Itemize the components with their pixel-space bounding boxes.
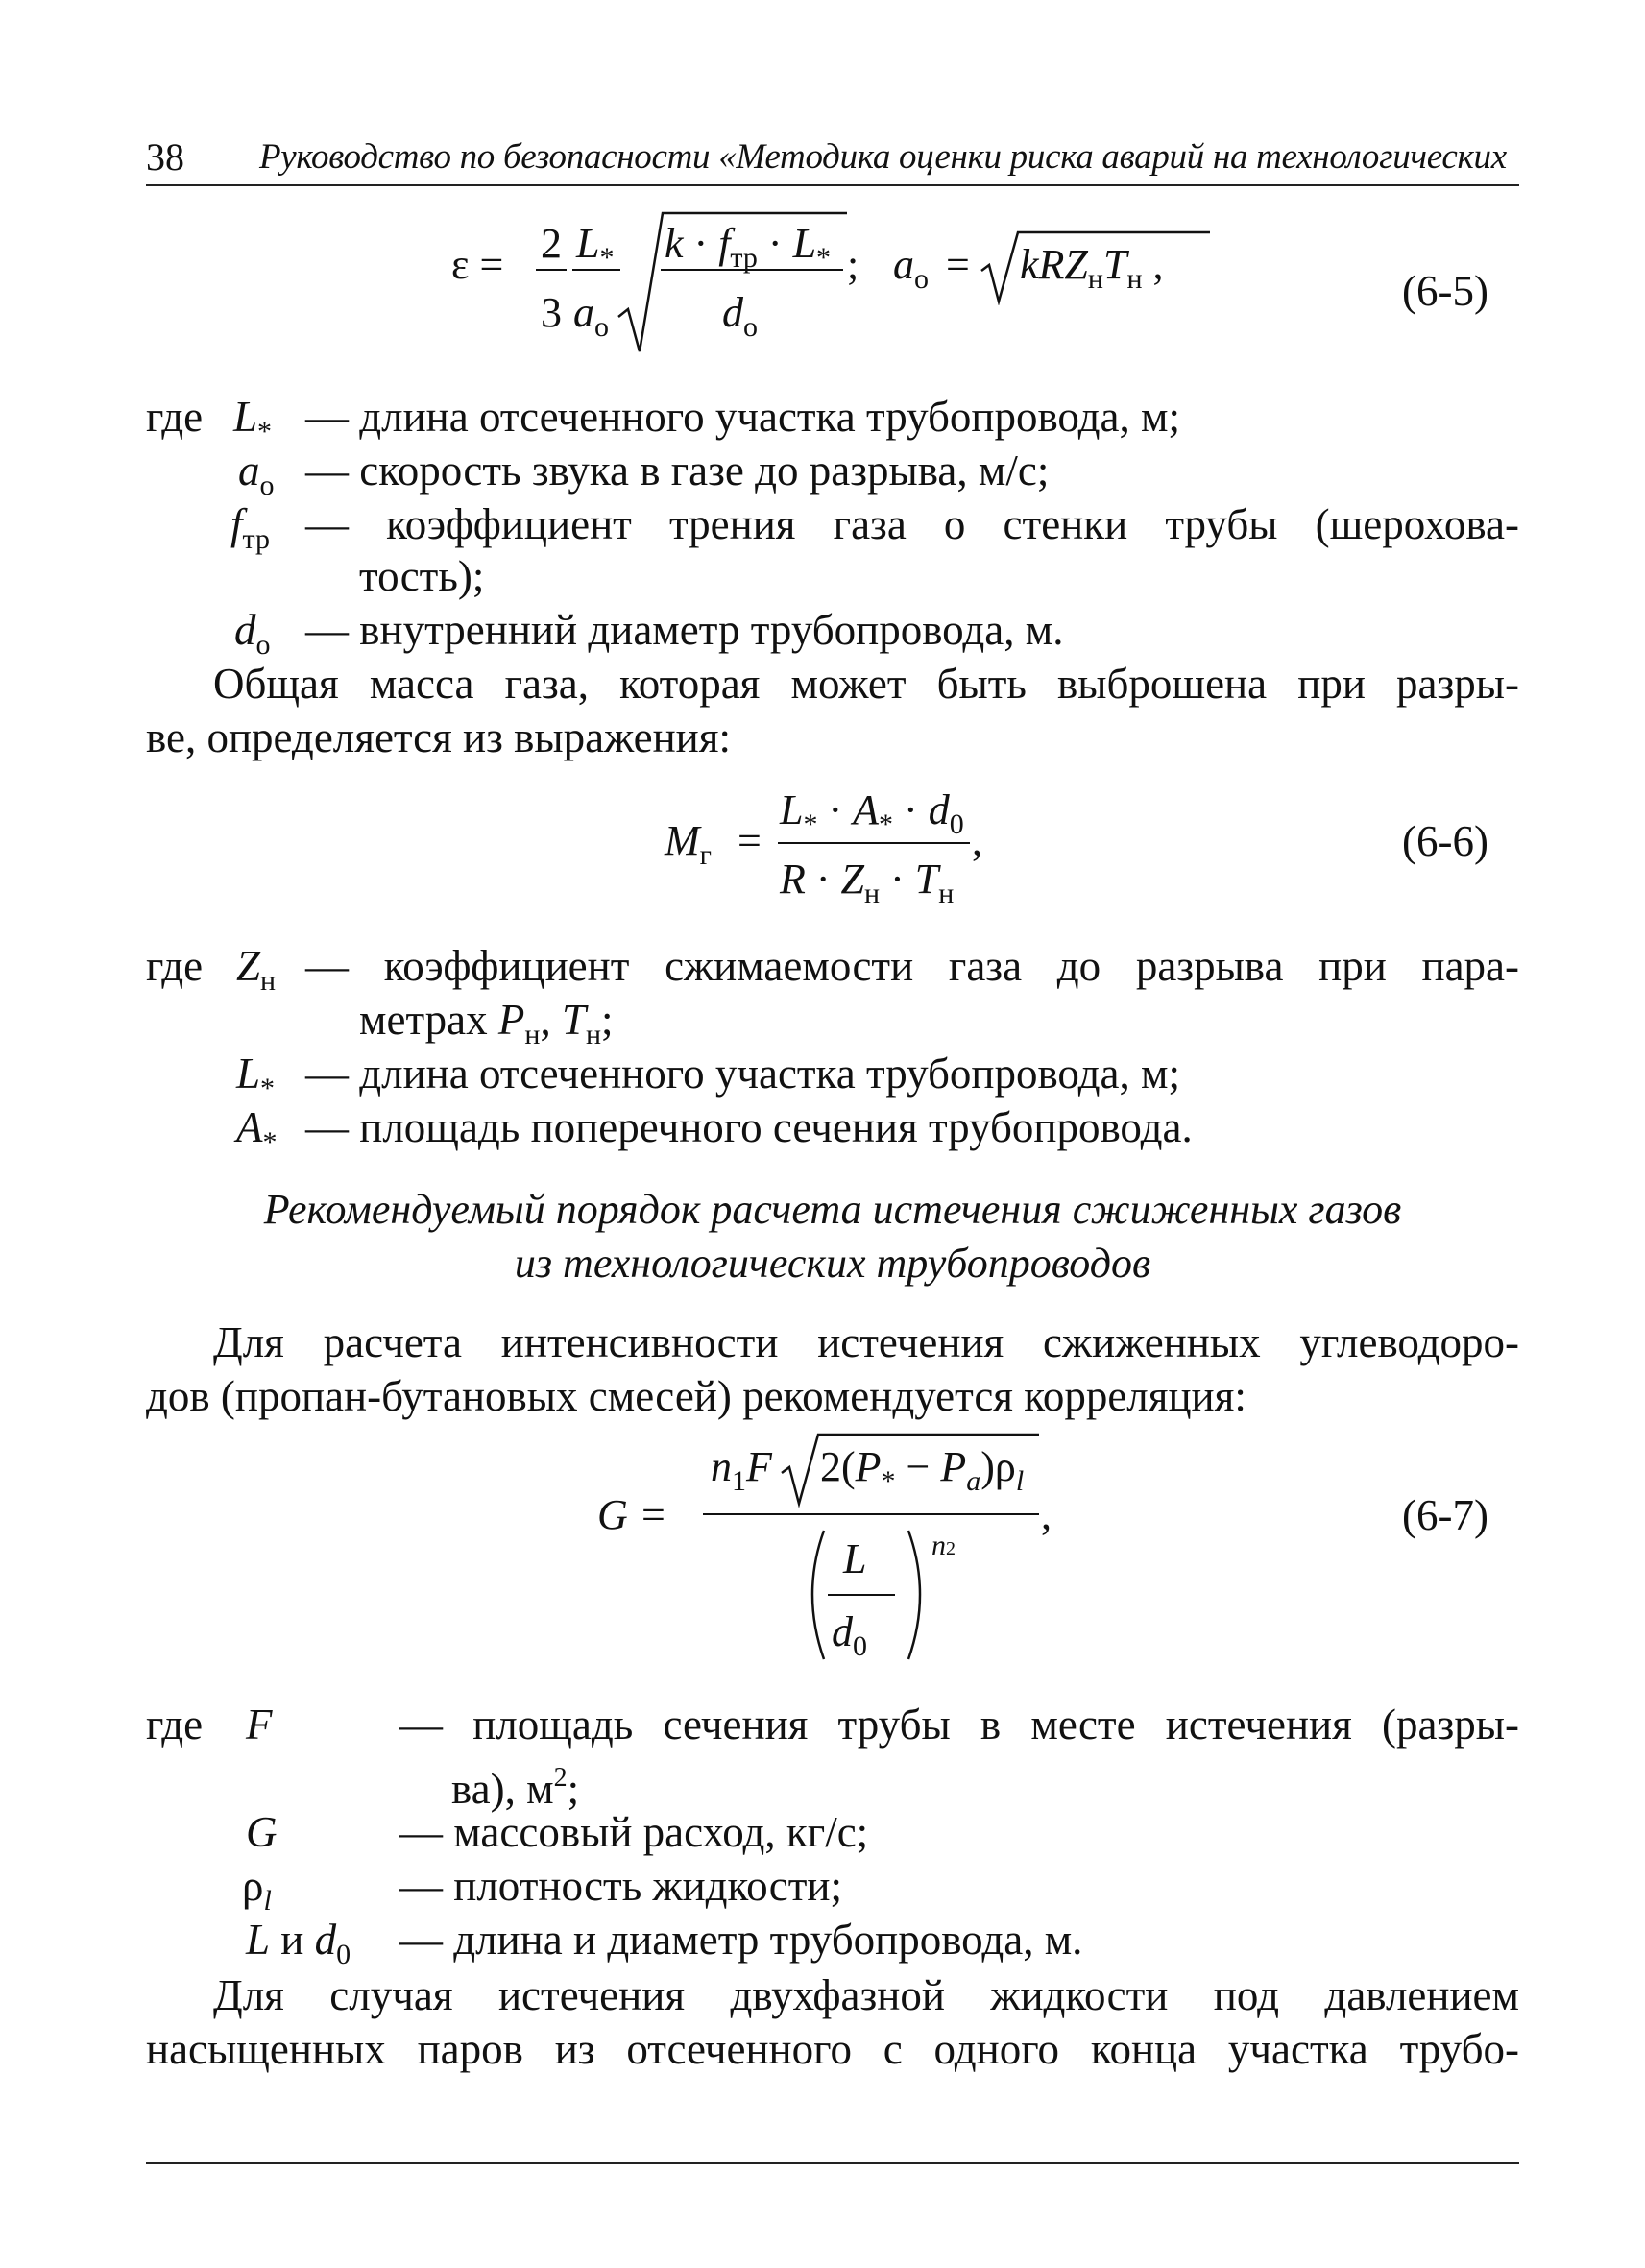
paragraph-line: ве, определяется из выражения: [146, 713, 731, 761]
symbol-L-star: $L_*$ [233, 393, 273, 447]
definition: — массовый расход, кг/с; [399, 1808, 869, 1856]
symbol-d0: $d_о$ [234, 606, 271, 661]
paragraph-line: Для расчета интенсивности истечения сжиженных углеводоро- [213, 1318, 1519, 1366]
symbol-rho-l: $\rho_l$ [242, 1862, 272, 1917]
where-label: где [146, 393, 204, 441]
symbol-F: F [246, 1701, 273, 1749]
symbol-L-and-d0: L и $d_0$ [246, 1916, 351, 1970]
definition: — коэффициент трения газа о стенки трубы (шерохова- [305, 500, 1519, 548]
symbol-L-star: $L_*$ [236, 1050, 276, 1104]
definition: — длина и диаметр трубопровода, м. [399, 1916, 1083, 1964]
symbol-A-star: $A_*$ [236, 1103, 278, 1158]
page-number: 38 [146, 135, 184, 179]
definition-continuation: метрах $P_н$, $T_н$; [359, 996, 614, 1050]
parentheses [797, 1525, 941, 1669]
page-header [146, 134, 1519, 186]
definition: — скорость звука в газе до разрыва, м/с; [305, 446, 1050, 495]
paragraph-line: Для случая истечения двухфазной жидкости под давлением [213, 1971, 1519, 2019]
definition: — площадь сечения трубы в месте истечения (разры- [399, 1701, 1519, 1749]
section-title: Рекомендуемый порядок расчета истечения сжиженных газов из технологических трубопроводов [263, 1186, 1402, 1287]
definition: — плотность жидкости; [399, 1862, 842, 1910]
paragraph-line: дов (пропан-бутановых смесей) рекомендуется корреляция: [146, 1372, 1246, 1420]
where-label: где [146, 1701, 204, 1749]
definition: — внутренний диаметр трубопровода, м. [305, 606, 1064, 654]
where-label: где [146, 942, 204, 990]
symbol-Zn: $Z_н$ [236, 942, 277, 997]
symbol-G: G [246, 1808, 278, 1856]
equation-number: (6-6) [1402, 817, 1488, 865]
definition: — длина отсеченного участка трубопровода, м; [305, 1050, 1180, 1098]
paragraph-line: Общая масса газа, которая может быть выброшена при разры- [213, 660, 1519, 708]
definition-continuation: ва), $м^2$; [451, 1763, 580, 1813]
symbol-a0: $a_о$ [238, 446, 275, 501]
bottom-rule [146, 2162, 1519, 2164]
definition-continuation: тость); [359, 552, 485, 600]
definition: — длина отсеченного участка трубопровода, м; [305, 393, 1180, 441]
definition: — площадь поперечного сечения трубопровода. [305, 1103, 1193, 1151]
equation-number: (6-5) [1402, 267, 1488, 315]
document-page: 38 Руководство по безопасности «Методика оценки риска аварий на технологических ε = 2 3 $L_*$ $a_о$ $k \cdot f_{тр} \cdot L_*$ $d_о$ ; $a_о$ = $kRZ_нT_н$ , (6-5) где $L_*$ — длина отсеченного участка трубопровода, м; $a_о$ — скорость звука в газе до разрыва, м/с; $f_{тр}$ — коэффициент трения газа о стенки трубы (шерохова- тость); $d_о$ — внутренний диаметр трубопровода, м. Общая масса газа, которая может быть выброшена при разры- ве, определяется из выражения: $M_г$ = $L_* \cdot A_* \cdot d_0$ $R \cdot Z_н \cdot T_н$ , (6-6) где $Z_н$ — коэффициент сжимаемости газа до разрыва при пара- метрах $P_н$, $T_н$; $L_*$ — длина отсеченного участка трубопровода, м; $A_*$ — площадь поперечного сечения трубопровода. Рекомендуемый порядок расчета истечения сжиженных газов из технологических трубопроводов Для расчета интенсивности истечения сжиженных углеводоро- дов (пропан-бутановых смесей) рекомендуется корреляция: G = $n_1F$ $2(P_* - P_a)\rho_l$ L $d_0$ n2 , (6-7) где F — площадь сечения трубы в месте истечения (разры- ва), $м^2$; G — массовый расход, кг/с; $\rho_l$ — плотность жидкости; L и $d_0$ — длина и диаметр трубопровода, м. Для случая истечения двухфазной жидкости под давлением насыщенных паров из отсеченного с одного конца участка трубо- [0, 0, 1645, 2268]
equation-number: (6-7) [1402, 1491, 1488, 1539]
paragraph-line: насыщенных паров из отсеченного с одного конца участка трубо- [146, 2025, 1519, 2073]
symbol-f-tr: $f_{тр}$ [230, 500, 270, 555]
definition: — коэффициент сжимаемости газа до разрыва при пара- [305, 942, 1519, 990]
running-title: Руководство по безопасности «Методика оценки риска аварий на технологических [259, 137, 1507, 177]
